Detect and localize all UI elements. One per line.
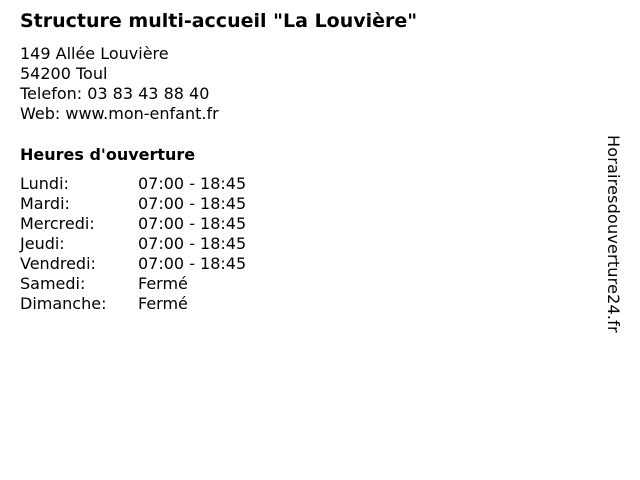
address-block <box>20 44 219 124</box>
opening-hours-table <box>20 174 246 314</box>
side-brand-text: Horairesdouverture24.fr <box>604 135 623 333</box>
phone-number: Telefon: 03 83 43 88 40 <box>20 84 210 103</box>
hours-row-saturday <box>20 274 246 294</box>
hours-row-friday <box>20 254 246 274</box>
hours-row-sunday <box>20 294 246 314</box>
day-label: Mercredi: <box>20 214 95 233</box>
hours-value: 07:00 - 18:45 <box>138 234 247 253</box>
hours-value: 07:00 - 18:45 <box>138 174 247 193</box>
hours-value: Fermé <box>138 274 188 293</box>
city-postal-code: 54200 Toul <box>20 64 108 83</box>
day-label: Dimanche: <box>20 294 107 313</box>
day-label: Mardi: <box>20 194 70 213</box>
hours-row-thursday <box>20 234 246 254</box>
hours-row-monday <box>20 174 246 194</box>
page-title: Structure multi-accueil "La Louvière" <box>20 10 418 32</box>
day-label: Samedi: <box>20 274 86 293</box>
day-label: Lundi: <box>20 174 69 193</box>
hours-value: 07:00 - 18:45 <box>138 214 247 233</box>
day-label: Jeudi: <box>20 234 65 253</box>
hours-row-tuesday <box>20 194 246 214</box>
opening-hours-heading: Heures d'ouverture <box>20 145 196 164</box>
hours-row-wednesday <box>20 214 246 234</box>
hours-value: 07:00 - 18:45 <box>138 254 247 273</box>
street-address: 149 Allée Louvière <box>20 44 169 63</box>
hours-value: 07:00 - 18:45 <box>138 194 247 213</box>
day-label: Vendredi: <box>20 254 96 273</box>
website: Web: www.mon-enfant.fr <box>20 104 219 123</box>
hours-value: Fermé <box>138 294 188 313</box>
